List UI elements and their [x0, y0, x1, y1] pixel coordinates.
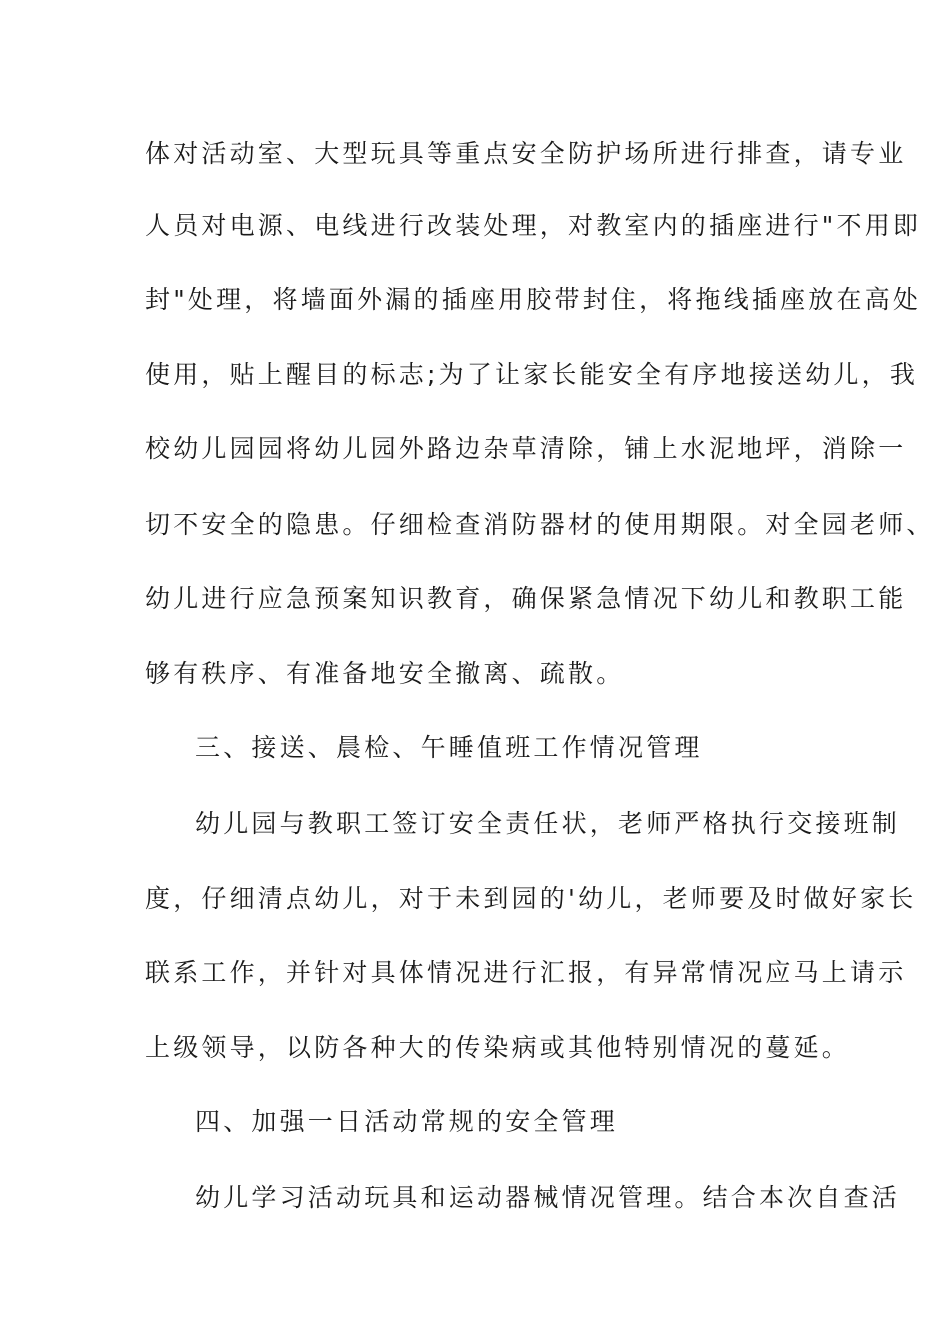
section-heading: 四、加强一日活动常规的安全管理 [195, 1107, 619, 1136]
section-heading: 三、接送、晨检、午睡值班工作情况管理 [195, 733, 703, 762]
paragraph-line: 联系工作，并针对具体情况进行汇报，有异常情况应马上请示 [145, 958, 907, 987]
paragraph-line: 切不安全的隐患。仔细检查消防器材的使用期限。对全园老师、 [145, 510, 935, 539]
paragraph-line: 上级领导，以防各种大的传染病或其他特别情况的蔓延。 [145, 1033, 851, 1062]
paragraph-line: 校幼儿园园将幼儿园外路边杂草清除，铺上水泥地坪，消除一 [145, 434, 907, 463]
paragraph-line: 够有秩序、有准备地安全撤离、疏散。 [145, 659, 625, 688]
paragraph-line: 封"处理，将墙面外漏的插座用胶带封住，将拖线插座放在高处 [145, 285, 922, 314]
paragraph-line: 幼儿园与教职工签订安全责任状，老师严格执行交接班制 [195, 809, 901, 838]
paragraph-line: 幼儿学习活动玩具和运动器械情况管理。结合本次自查活 [195, 1183, 901, 1212]
paragraph-line: 度，仔细清点幼儿，对于未到园的'幼儿，老师要及时做好家长 [145, 884, 917, 913]
paragraph-line: 幼儿进行应急预案知识教育，确保紧急情况下幼儿和教职工能 [145, 584, 907, 613]
paragraph-line: 使用，贴上醒目的标志;为了让家长能安全有序地接送幼儿，我 [145, 360, 919, 389]
paragraph-line: 人员对电源、电线进行改装处理，对教室内的插座进行"不用即 [145, 211, 922, 240]
paragraph-line: 体对活动室、大型玩具等重点安全防护场所进行排查，请专业 [145, 139, 907, 168]
